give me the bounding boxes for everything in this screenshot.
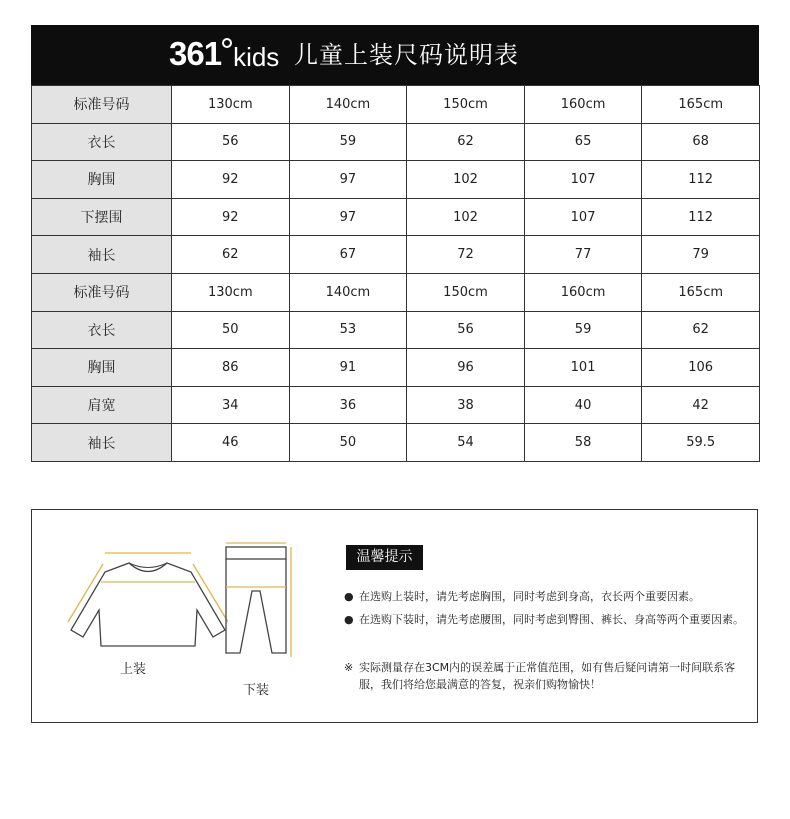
table-cell: 40	[524, 386, 642, 424]
table-cell: 53	[289, 311, 407, 349]
table-cell: 46	[172, 424, 290, 462]
remark-note	[344, 659, 744, 693]
table-cell: 56	[407, 311, 525, 349]
logo-suffix: kids	[233, 42, 280, 72]
bullet-note-text: 在选购下装时，请先考虑腰围，同时考虑到臀围、裤长、身高等两个重要因素。	[359, 613, 744, 626]
table-cell: 106	[642, 349, 760, 387]
table-cell: 38	[407, 386, 525, 424]
table-cell: 130cm	[172, 86, 290, 124]
table-cell: 79	[642, 236, 760, 274]
table-row	[32, 236, 760, 274]
table-row	[32, 349, 760, 387]
row-label: 标准号码	[32, 86, 172, 124]
row-label: 下摆围	[32, 198, 172, 236]
top-garment-illustration	[63, 540, 233, 655]
size-table	[31, 85, 760, 462]
tip-title-badge: 温馨提示	[346, 545, 423, 570]
notes-panel	[31, 509, 758, 723]
table-cell: 62	[172, 236, 290, 274]
table-cell: 112	[642, 198, 760, 236]
row-label: 衣长	[32, 123, 172, 161]
logo-degree-mark	[222, 38, 232, 48]
table-cell: 77	[524, 236, 642, 274]
table-cell: 96	[407, 349, 525, 387]
table-cell: 140cm	[289, 273, 407, 311]
table-cell: 92	[172, 198, 290, 236]
table-cell: 50	[172, 311, 290, 349]
table-cell: 59.5	[642, 424, 760, 462]
row-label: 胸围	[32, 161, 172, 199]
header-banner	[31, 25, 759, 85]
table-row	[32, 123, 760, 161]
table-row	[32, 198, 760, 236]
bullet-dot-icon: ●	[344, 590, 354, 603]
table-cell: 58	[524, 424, 642, 462]
row-label: 肩宽	[32, 386, 172, 424]
table-row	[32, 386, 760, 424]
table-cell: 50	[289, 424, 407, 462]
table-cell: 140cm	[289, 86, 407, 124]
table-cell: 107	[524, 198, 642, 236]
table-cell: 102	[407, 161, 525, 199]
top-garment-outline	[71, 563, 225, 646]
table-cell: 165cm	[642, 273, 760, 311]
table-cell: 36	[289, 386, 407, 424]
table-cell: 65	[524, 123, 642, 161]
table-row	[32, 424, 760, 462]
table-cell: 68	[642, 123, 760, 161]
pants-illustration	[216, 535, 296, 665]
table-cell: 150cm	[407, 86, 525, 124]
bullet-note-1	[344, 588, 744, 605]
table-row	[32, 161, 760, 199]
table-cell: 42	[642, 386, 760, 424]
table-cell: 107	[524, 161, 642, 199]
table-cell: 56	[172, 123, 290, 161]
remark-symbol-icon: ※	[344, 661, 354, 674]
table-cell: 62	[642, 311, 760, 349]
table-cell: 160cm	[524, 273, 642, 311]
row-label: 袖长	[32, 236, 172, 274]
table-cell: 86	[172, 349, 290, 387]
table-row	[32, 273, 760, 311]
row-label: 胸围	[32, 349, 172, 387]
table-cell: 91	[289, 349, 407, 387]
table-row	[32, 311, 760, 349]
bullet-dot-icon: ●	[344, 613, 354, 626]
table-cell: 130cm	[172, 273, 290, 311]
page-title: 儿童上装尺码说明表	[294, 41, 519, 69]
logo-number: 361	[169, 35, 222, 72]
table-cell: 34	[172, 386, 290, 424]
table-cell: 150cm	[407, 273, 525, 311]
table-cell: 102	[407, 198, 525, 236]
table-cell: 112	[642, 161, 760, 199]
remark-text: 实际测量存在3CM内的误差属于正常值范围，如有售后疑问请第一时间联系客服，我们将给您最满意的答复，祝亲们购物愉快！	[359, 661, 736, 691]
table-cell: 59	[524, 311, 642, 349]
table-cell: 97	[289, 161, 407, 199]
row-label: 袖长	[32, 424, 172, 462]
table-cell: 165cm	[642, 86, 760, 124]
table-cell: 62	[407, 123, 525, 161]
table-cell: 92	[172, 161, 290, 199]
pants-label: 下装	[243, 683, 270, 698]
pants-outline	[226, 559, 286, 653]
bullet-note-2	[344, 611, 744, 628]
table-cell: 101	[524, 349, 642, 387]
row-label: 标准号码	[32, 273, 172, 311]
table-cell: 54	[407, 424, 525, 462]
bullet-note-text: 在选购上装时，请先考虑胸围，同时考虑到身高，衣长两个重要因素。	[359, 590, 700, 603]
table-cell: 67	[289, 236, 407, 274]
table-row	[32, 86, 760, 124]
table-cell: 59	[289, 123, 407, 161]
brand-logo	[169, 34, 279, 74]
table-cell: 72	[407, 236, 525, 274]
table-cell: 97	[289, 198, 407, 236]
pants-waistband	[226, 547, 286, 559]
table-cell: 160cm	[524, 86, 642, 124]
row-label: 衣长	[32, 311, 172, 349]
top-garment-label: 上装	[120, 662, 147, 677]
